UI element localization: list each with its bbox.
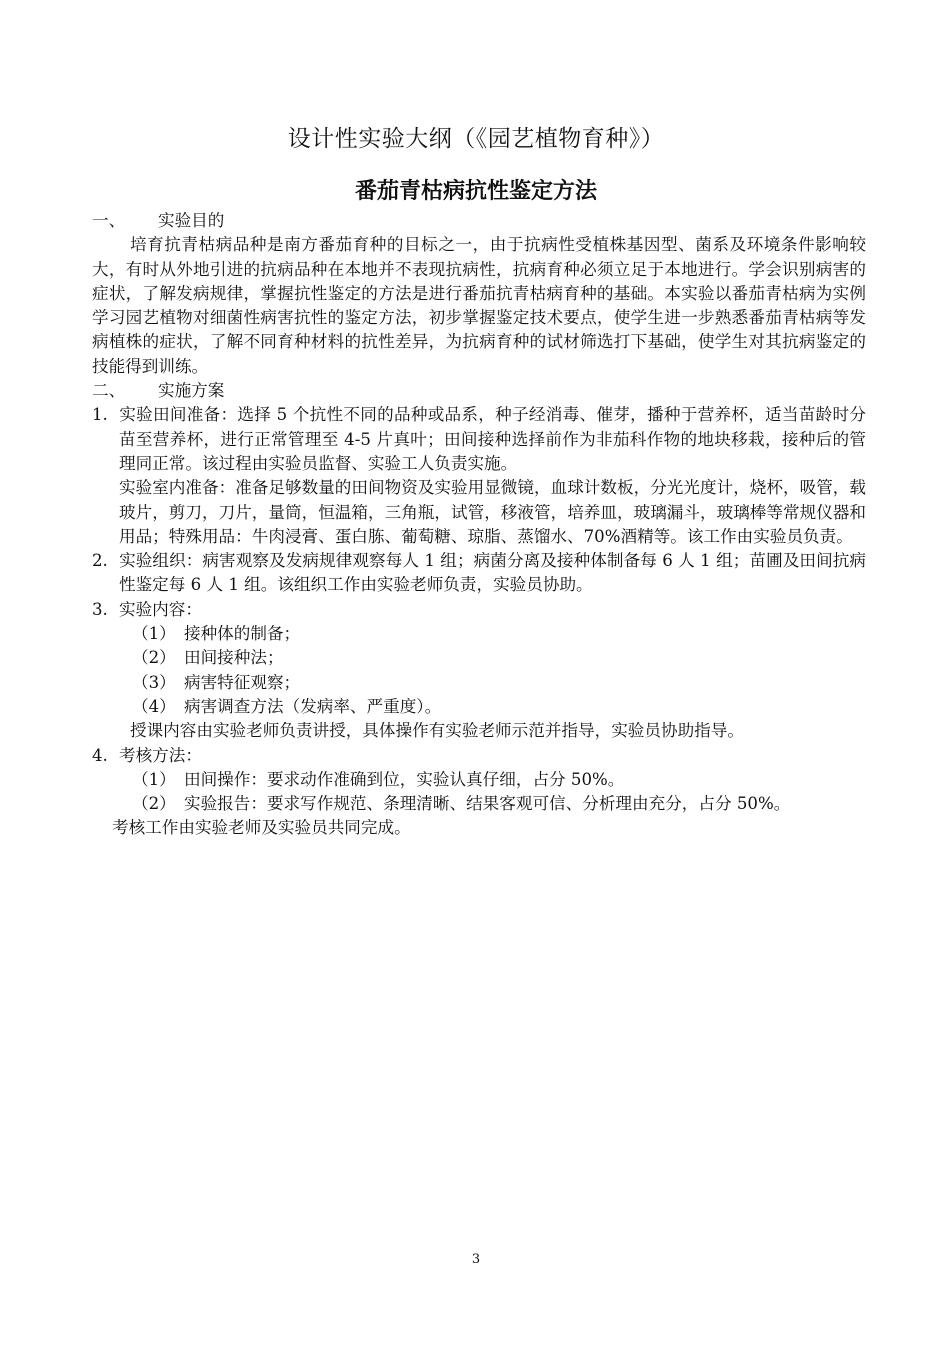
sub-item bbox=[92, 768, 866, 792]
sub-item-number: （3） bbox=[132, 672, 176, 692]
list-item-3 bbox=[92, 598, 866, 622]
sub-item-text: 接种体的制备； bbox=[184, 624, 301, 644]
item-3-note: 授课内容由实验老师负责讲授，具体操作有实验老师示范并指导，实验员协助指导。 bbox=[130, 721, 744, 741]
section-1-paragraph: 培育抗青枯病品种是南方番茄育种的目标之一，由于抗病性受植株基因型、菌系及环境条件影响较大，有时从外地引进的抗病品种在本地并不表现抗病性，抗病育种必须立足于本地进行。学会识别病害的症状，了解发病规律，掌握抗性鉴定的方法是进行番茄抗青枯病育种的基础。本实验以番茄青枯病为实例学习园艺植物对细菌性病害抗性的鉴定方法，初步掌握鉴定技术要点，使学生进一步熟悉番茄青枯病等发病植株的症状，了解不同育种材料的抗性差异，为抗病育种的试材筛选打下基础，使学生对其抗病鉴定的技能得到训练。 bbox=[92, 235, 866, 376]
section-1-heading bbox=[92, 209, 866, 233]
sub-item-text: 田间操作：要求动作准确到位，实验认真仔细，占分 50%。 bbox=[184, 769, 625, 789]
list-item-1-text: 实验田间准备：选择 5 个抗性不同的品种或品系，种子经消毒、催芽，播种于营养杯，适当苗龄时分苗至营养杯，进行正常管理至 4-5 片真叶；田间接种选择前作为非茄科作物的地块移栽，接种后的管理同正常。该过程由实验员监督、实验工人负责实施。 bbox=[119, 405, 866, 473]
section-1-title: 实验目的 bbox=[158, 211, 225, 230]
sub-item bbox=[92, 671, 866, 695]
list-item-4-text: 考核方法： bbox=[119, 745, 202, 765]
document-heading: 番茄青枯病抗性鉴定方法 bbox=[354, 179, 597, 204]
list-item-1-number: 1. bbox=[92, 405, 108, 425]
sub-item-number: （1） bbox=[132, 769, 176, 789]
sub-item bbox=[92, 646, 866, 670]
list-item-2 bbox=[92, 549, 866, 598]
sub-item bbox=[92, 695, 866, 719]
section-2-heading bbox=[92, 379, 866, 403]
sub-item-number: （1） bbox=[132, 624, 176, 644]
document-body bbox=[92, 209, 866, 841]
sub-item-text: 病害特征观察； bbox=[184, 672, 301, 692]
sub-item-text: 病害调查方法（发病率、严重度）。 bbox=[184, 696, 442, 716]
list-item-1-continuation: 实验室内准备：准备足够数量的田间物资及实验用显微镜，血球计数板，分光光度计，烧杯，吸管，载玻片，剪刀，刀片，量筒，恒温箱，三角瓶，试管，移液管，培养皿，玻璃漏斗，玻璃棒等常规仪器和用品；特殊用品：牛肉浸膏、蛋白胨、葡萄糖、琼脂、蒸馏水、70%酒精等。该工作由实验员负责。 bbox=[119, 478, 866, 546]
sub-item-number: （2） bbox=[132, 648, 176, 668]
sub-item bbox=[92, 792, 866, 816]
page-title: 设计性实验大纲（《园艺植物育种》） bbox=[287, 126, 665, 152]
section-1-number: 一、 bbox=[92, 211, 126, 230]
section-2-number: 二、 bbox=[92, 381, 126, 401]
sub-item-number: （2） bbox=[132, 794, 176, 814]
list-item-1 bbox=[92, 403, 866, 476]
list-item-4 bbox=[92, 744, 866, 768]
item-4-note: 考核工作由实验老师及实验员共同完成。 bbox=[112, 818, 411, 838]
page-number: 3 bbox=[471, 1252, 481, 1267]
section-2-title: 实施方案 bbox=[158, 381, 225, 401]
list-item-2-text: 实验组织：病害观察及发病规律观察每人 1 组；病菌分离及接种体制备每 6 人 1 组；苗圃及田间抗病性鉴定每 6 人 1 组。该组织工作由实验老师负责，实验员协助。 bbox=[119, 551, 866, 595]
sub-item-text: 田间接种法； bbox=[184, 648, 284, 668]
list-item-4-number: 4. bbox=[92, 745, 108, 765]
list-item-2-number: 2. bbox=[92, 551, 108, 571]
list-item-3-text: 实验内容： bbox=[119, 599, 202, 619]
sub-item-text: 实验报告：要求写作规范、条理清晰、结果客观可信、分析理由充分，占分 50%。 bbox=[184, 794, 791, 814]
sub-item-number: （4） bbox=[132, 696, 176, 716]
sub-item bbox=[92, 622, 866, 646]
list-item-3-number: 3. bbox=[92, 599, 108, 619]
